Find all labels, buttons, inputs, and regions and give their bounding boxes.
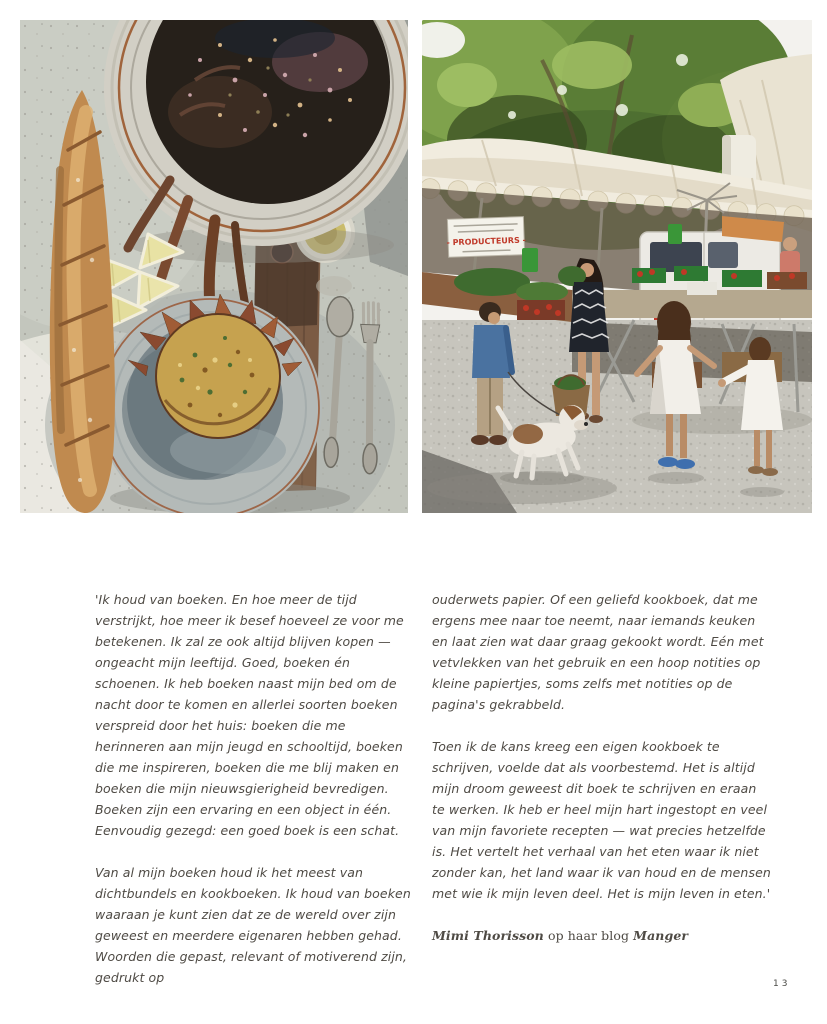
page-number: 13 [773,979,791,989]
photo-food-table [20,20,408,513]
attribution [432,925,772,946]
attribution-connector: op haar blog [547,928,630,943]
blog-name: Manger [633,928,689,943]
food-table-illustration [20,20,408,513]
sign-text: - PRODUCTEURS - [446,235,527,248]
photo-market [422,20,812,513]
author-name: Mimi Thorisson [432,928,544,943]
ab-flag [522,248,538,272]
paragraph-3: ouderwets papier. Of een geliefd kookboek, dat me ergens mee naar toe neemt, naar iemands keuken en laat zien wat daar graag gekookt wordt. Eén met vetvlekken van het gebruik en een hoop notities op kleine papiertjes, soms zelfs met notities op de pagina's gekrabbeld. [432,592,764,712]
paragraph-4: Toen ik de kans kreeg een eigen kookboek te schrijven, voelde dat als voorbestemd. Het is altijd mijn droom geweest dit boek te schrijven en eraan te werken. Ik heb er heel mijn hart ingestopt en veel van mijn favoriete recepten — wat precies hetzelfde is. Het vertelt het verhaal van het eten waar ik niet zonder kan, het land waar ik van houd en de mensen met wie ik mijn leven deel. Het is mijn leven in eten.' [432,739,771,901]
market-illustration [422,20,812,513]
crab-gratin [156,314,280,438]
paragraph-1: 'Ik houd van boeken. En hoe meer de tijd verstrijkt, hoe meer ik besef hoeveel ze voor me betekenen. Ik zal ze ook altijd blijven kopen — ongeacht mijn leeftijd. Goed, boeken én schoenen. Ik heb boeken naast mijn bed om de nacht door te komen en allerlei soorten boeken verspreid door het huis: boeken die me herinneren aan mijn jeugd en schooltijd, boeken die me inspireren, boeken die me blij maken en boeken die mijn nieuwsgierigheid bevredigen. Boeken zijn een ervaring en een object in één. Eenvoudig gezegd: een goed boek is een schat. [95,592,404,838]
ab-flag-2 [668,224,682,244]
paragraph-2: Van al mijn boeken houd ik het meest van dichtbundels en kookboeken. Ik houd van boeken waaraan je kunt zien dat ze de wereld over zijn geweest en meerdere eigenaren hebben gehad. Woorden die gepast, relevant of motiverend zijn, gedrukt op [95,865,411,985]
producteurs-sign [446,217,527,258]
text-column-left [95,589,413,1009]
text-column-right [432,589,772,967]
